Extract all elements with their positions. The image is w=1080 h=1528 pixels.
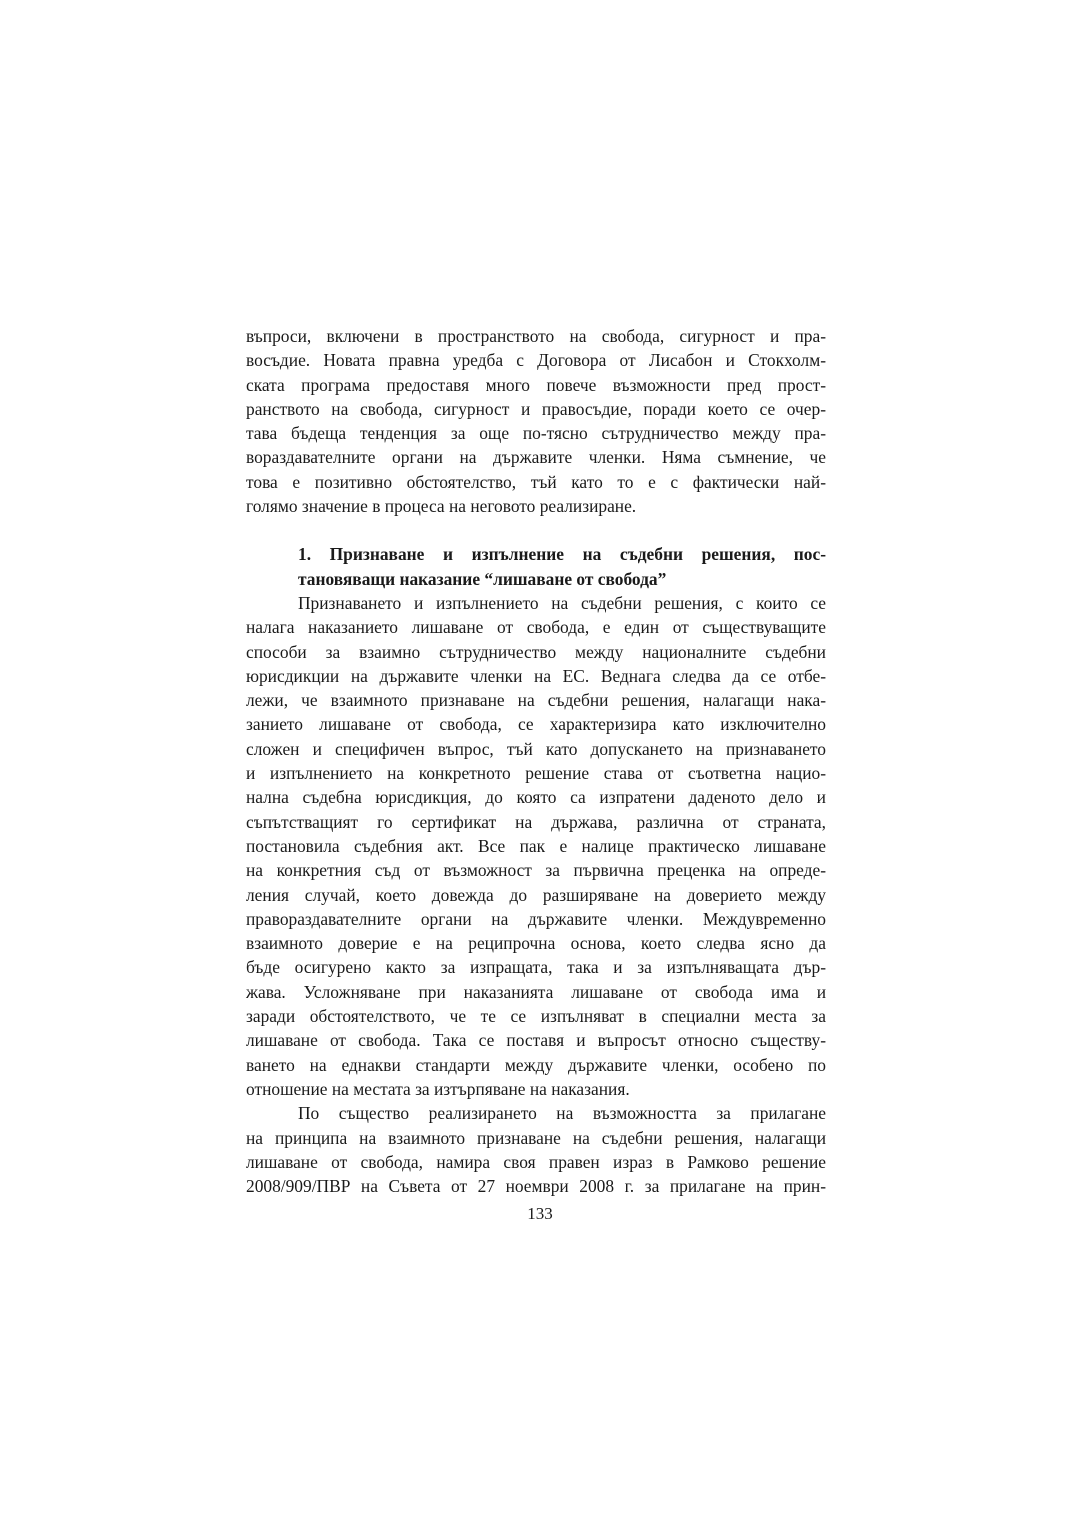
text-line: способи за взаимно сътрудничество между националните съдебни [246,641,826,662]
section-spacer [246,518,826,542]
paragraph-1 [246,591,826,1101]
text-line: ранството на свобода, сигурност и правосъдие, поради което се очер- [246,398,826,419]
text-line: занието лишаване от свобода, се характеризира като изключително [246,714,826,735]
text-line: въпроси, включени в пространството на свобода, сигурност и пра- [246,326,826,346]
text-line: ления случай, което довежда до разширяване на доверието между [246,884,826,905]
text-line: лишаване от свобода. Така се поставя и въпросът относно съществу- [246,1030,826,1051]
text-line: правораздавателните органи на държавите членки. Междувременно [246,908,826,929]
text-line: 2008/909/ПВР на Съвета от 27 ноември 2008 г. за прилагане на прин- [246,1176,826,1197]
text-line: налага наказанието лишаване от свобода, е един от съществуващите [246,617,826,638]
page-body [246,324,826,1198]
text-line: отношение на местата за изтърпяване на наказания. [246,1078,630,1099]
text-line: бъде осигурено както за изпращата, така и за изпълняващата дър- [246,957,826,978]
text-line: сложен и специфичен въпрос, тъй като допускането на признаването [246,738,826,759]
text-line: на принципа на взаимното признаване на съдебни решения, налагащи [246,1127,826,1148]
text-line: жава. Усложняване при наказанията лишаване от свобода има и [246,981,826,1002]
text-line: на конкретния съд от възможност за първична преценка на опреде- [246,860,826,881]
text-line: съпътстващият го сертификат на държава, различна от страната, [246,811,826,832]
section-heading [246,542,826,591]
text-line: Признаването и изпълнението на съдебни решения, с които се [298,592,826,613]
text-line: взаимното доверие е на реципрочна основа, което следва ясно да [246,933,826,954]
text-line: тава бъдеща тенденция за още по-тясно сътрудничество между пра- [246,423,826,444]
text-line: лежи, че взаимното признаване на съдебни решения, налагащи нака- [246,690,826,711]
heading-line: 1. Признаване и изпълнение на съдебни решения, пос- [298,544,826,565]
text-line: лишаване от свобода, намира своя правен израз в Рамково решение [246,1151,826,1172]
paragraph-2 [246,1101,826,1198]
text-line: ването на еднакви стандарти между държавите членки, особено по [246,1054,826,1075]
paragraph-intro [246,324,826,518]
text-line: и изпълнението на конкретното решение става от съответна нацио- [246,763,826,784]
text-line: восъдие. Новата правна уредба с Договора от Лисабон и Стокхолм- [246,350,826,371]
text-line: нална съдебна юрисдикция, до която са изпратени даденото дело и [246,787,826,808]
heading-line: тановяващи наказание “лишаване от свобода” [298,568,667,589]
text-line: вораздавателните органи на държавите членки. Няма съмнение, че [246,447,826,468]
text-line: заради обстоятелството, че те се изпълняват в специални места за [246,1006,826,1027]
text-line: По същество реализирането на възможността за прилагане [298,1103,826,1124]
text-line: голямо значение в процеса на неговото реализиране. [246,496,637,517]
text-line: постановила съдебния акт. Все пак е налице практическо лишаване [246,835,826,856]
text-line: ската програма предоставя много повече възможности пред прост- [246,374,826,395]
text-line: юрисдикции на държавите членки на ЕС. Веднага следва да се отбе- [246,665,826,686]
page-number: 133 [527,1204,553,1223]
text-line: това е позитивно обстоятелство, тъй като то е с фактически най- [246,471,826,492]
